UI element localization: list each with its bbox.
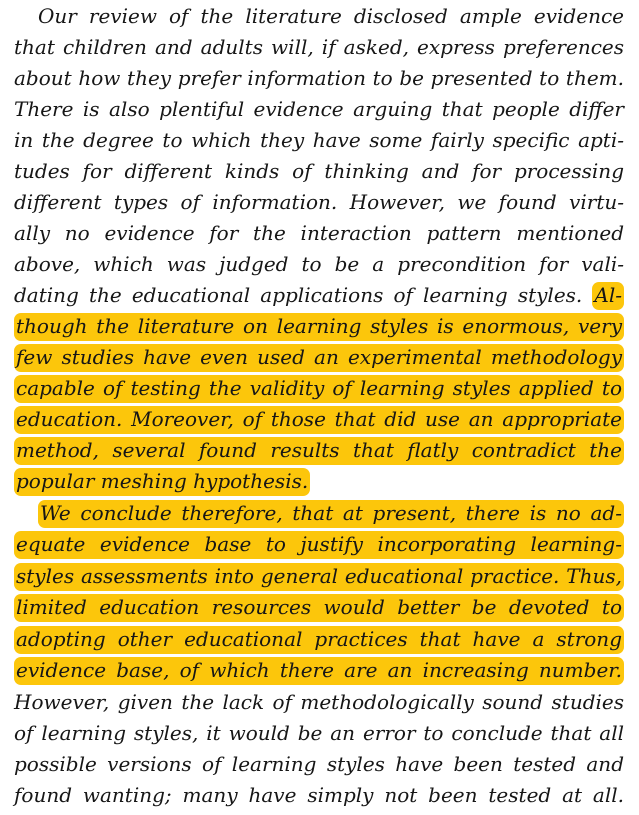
text-line: [14, 466, 624, 496]
text-line: [14, 655, 624, 685]
text-line: [14, 311, 624, 341]
text-line: [14, 32, 624, 62]
text-line: [14, 63, 624, 93]
text-line: [14, 780, 624, 810]
highlighted-text: few studies have even used an experimental methodology: [14, 344, 624, 372]
text-segment: in the degree to which they have some fairly specific apti-: [14, 128, 624, 152]
text-line: [38, 498, 624, 528]
text-segment: However, given the lack of methodologically sound studies: [14, 690, 624, 714]
text-segment: found wanting; many have simply not been tested at all.: [14, 783, 624, 807]
text-line: [14, 435, 624, 465]
highlighted-text: equate evidence base to justify incorporating learning-: [14, 531, 624, 559]
highlighted-text: styles assessments into general educational practice. Thus,: [14, 563, 624, 591]
text-line: [14, 342, 624, 372]
text-segment: Our review of the literature disclosed ample evidence: [38, 4, 624, 28]
highlighted-text: evidence base, of which there are an increasing number.: [14, 657, 624, 685]
text-line: [14, 561, 624, 591]
text-line: [14, 187, 624, 217]
text-segment: possible versions of learning styles have been tested and: [14, 752, 624, 776]
text-segment: of learning styles, it would be an error to conclude that all: [14, 721, 624, 745]
text-segment: There is also plentiful evidence arguing that people differ: [14, 97, 624, 121]
text-line: [14, 687, 624, 717]
text-segment: about how they prefer information to be presented to them.: [14, 66, 624, 90]
highlighted-text: We conclude therefore, that at present, there is no ad-: [38, 500, 624, 528]
text-line: [14, 125, 624, 155]
text-line: [14, 373, 624, 403]
highlighted-text: education. Moreover, of those that did use an appropriate: [14, 406, 624, 434]
highlighted-text: popular meshing hypothesis.: [14, 468, 310, 496]
text-line: [14, 404, 624, 434]
text-line: [14, 249, 624, 279]
text-segment: different types of information. However, we found virtu-: [14, 190, 624, 214]
text-segment: tudes for different kinds of thinking and for processing: [14, 159, 624, 183]
text-segment: that children and adults will, if asked, express preferences: [14, 35, 624, 59]
highlighted-text: adopting other educational practices that have a strong: [14, 626, 624, 654]
text-line: [14, 218, 624, 248]
text-line: [14, 624, 624, 654]
text-line: [14, 749, 624, 779]
text-line: [14, 718, 624, 748]
text-line: [14, 529, 624, 559]
highlighted-text: capable of testing the validity of learning styles applied to: [14, 375, 624, 403]
highlighted-text: though the literature on learning styles is enormous, very: [14, 313, 624, 341]
highlighted-text: Al-: [592, 282, 624, 310]
highlighted-text: limited education resources would better be devoted to: [14, 594, 624, 622]
text-segment: dating the educational applications of learning styles.: [14, 283, 593, 307]
text-segment: ally no evidence for the interaction pattern mentioned: [14, 221, 624, 245]
text-segment: above, which was judged to be a precondition for vali-: [14, 252, 624, 276]
text-line: [14, 280, 624, 310]
text-line: [14, 156, 624, 186]
highlighted-text: method, several found results that flatly contradict the: [14, 437, 624, 465]
text-line: [14, 94, 624, 124]
text-line: [38, 1, 624, 31]
text-line: [14, 592, 624, 622]
